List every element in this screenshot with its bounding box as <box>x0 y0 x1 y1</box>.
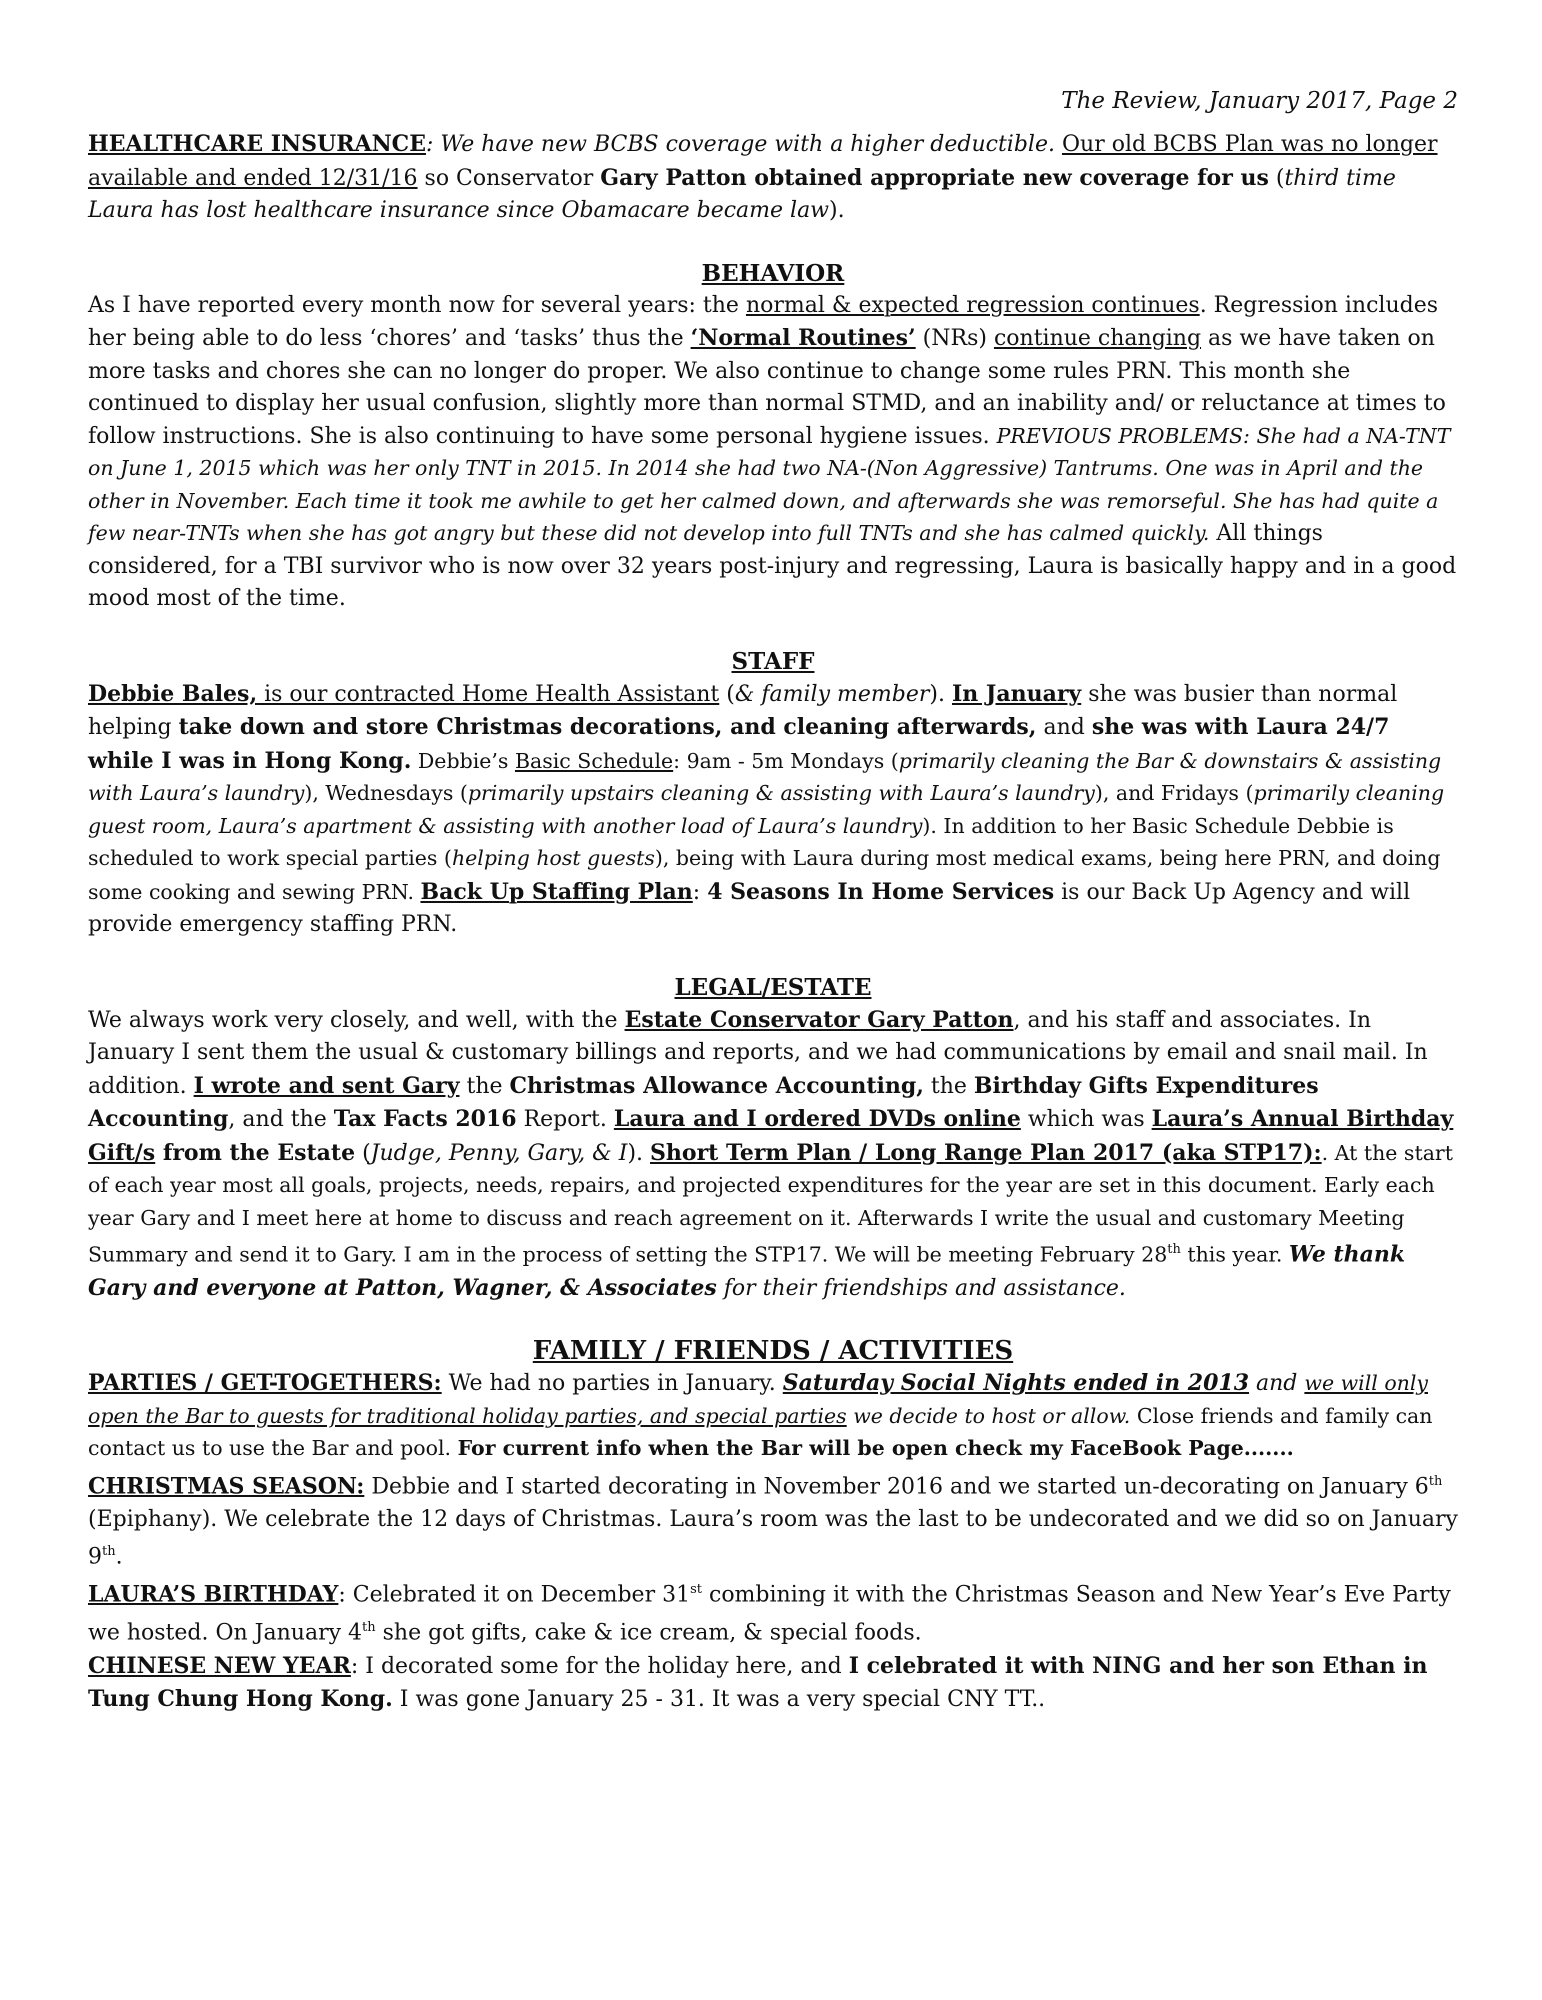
legal-text-10: Tax Facts 2016 <box>333 1106 517 1132</box>
behavior-previous-problems: PREVIOUS PROBLEMS: She had a NA-TNT on June 1, 2015 which was her only TNT in 2015. In 2014 she had two NA-(Non Aggressive) Tantrums. One was in April and the other in November. Each time it took me awhile to get her calmed down, and afterwards she was remorseful. She has had quite a few near-TNTs when she has got angry but these did not develop into full TNTs and she has calmed quickly. <box>88 423 1451 545</box>
staff-text-20: helping host guests <box>451 846 655 870</box>
legal-paragraph <box>88 1004 1458 1306</box>
staff-text-19: ). In addition to her Basic Schedule Debbie is scheduled to work special parties ( <box>88 813 1394 870</box>
christmas-text-2: th <box>1428 1473 1443 1489</box>
birthday-paragraph <box>88 1574 1458 1650</box>
healthcare-text-6: third time Laura has lost healthcare insurance since Obamacare became law <box>88 165 1396 223</box>
healthcare-text-3: so Conservator <box>417 165 601 191</box>
legal-text-13: which was <box>1020 1107 1152 1132</box>
staff-text-18: primarily cleaning guest room, Laura’s apartment & assisting with another load of Laura’s laundry <box>88 781 1445 838</box>
healthcare-text-7: ). <box>829 198 845 223</box>
healthcare-text-2: Our old BCBS Plan was no longer available and ended 12/31/16 <box>88 132 1438 191</box>
birthday-text-1: : Celebrated it on December 31 <box>338 1582 691 1608</box>
legal-text-9: , and the <box>228 1107 334 1132</box>
parties-heading: PARTIES / GET-TOGETHERS: <box>88 1370 442 1397</box>
family-title: FAMILY / FRIENDS / ACTIVITIES <box>532 1336 1014 1367</box>
staff-paragraph <box>88 678 1458 942</box>
behavior-text-3: . Regression includes her being able to do less ‘chores’ and ‘tasks’ thus the <box>88 292 1439 351</box>
behavior-text-6: continue changing <box>993 326 1202 351</box>
staff-text-12: Basic Schedule <box>514 748 674 773</box>
cny-text-1: : I decorated some for the holiday here, and <box>350 1653 849 1679</box>
legal-text-8: Birthday Gifts Expenditures Accounting <box>88 1072 1319 1132</box>
healthcare-paragraph <box>88 128 1458 228</box>
legal-text-7: the <box>923 1073 974 1099</box>
staff-text-1: Debbie Bales, <box>88 680 258 707</box>
staff-text-6: In January <box>951 680 1082 707</box>
staff-text-8: take down and store Christmas decorations, and cleaning afterwards, <box>178 714 1037 740</box>
legal-text-21: th <box>1167 1242 1181 1257</box>
legal-text-22: this year. <box>1180 1242 1289 1267</box>
behavior-title: BEHAVIOR <box>701 259 845 287</box>
behavior-text-5: (NRs) <box>915 326 994 351</box>
behavior-text-4: ‘Normal Routines’ <box>690 325 916 351</box>
healthcare-text-4: Gary Patton obtained appropriate new coverage for us <box>600 164 1269 191</box>
legal-text-12: Laura and I ordered DVDs online <box>613 1106 1021 1132</box>
legal-text-20: . At the start of each year most all goals, projects, needs, repairs, and projected expenditures for the year are set in this document. Early each year Gary and I meet here at home to discuss and reach agreement on it. Afterwards I write the usual and customary Meeting Summary and send it to Gary. I am in the process of setting the STP17. We will be meeting February 28 <box>88 1140 1453 1267</box>
staff-text-14: primarily cleaning the Bar & downstairs & assisting with Laura’s laundry <box>88 748 1442 805</box>
cny-text-2: I celebrated it with NING and her son Ethan in Tung Chung Hong Kong. <box>88 1652 1428 1713</box>
parties-text-1: We had no parties in January. <box>441 1371 783 1397</box>
behavior-text-9: All things considered, for a TBI survivor who is now over 32 years post-injury and regressing, Laura is basically happy and in a good mood most of the time. <box>88 521 1457 611</box>
staff-text-16: primarily upstairs cleaning & assisting with Laura’s laundry <box>467 781 1095 805</box>
parties-text-5: we decide to host or allow. <box>846 1403 1131 1428</box>
birthday-heading: LAURA’S BIRTHDAY <box>88 1581 339 1608</box>
christmas-heading: CHRISTMAS SEASON: <box>88 1473 365 1500</box>
legal-text-23: We thank Gary and everyone at Patton, Wagner, & Associates <box>88 1241 1406 1301</box>
birthday-text-3: combining it with the Christmas Season and New Year’s Eve Party we hosted. On January 4 <box>88 1582 1451 1646</box>
cny-heading: CHINESE NEW YEAR <box>88 1652 351 1679</box>
birthday-text-2: st <box>690 1581 702 1597</box>
christmas-text-5: . <box>115 1544 123 1570</box>
legal-text-1: We always work very closely, and well, with the <box>88 1007 625 1033</box>
staff-text-9: and <box>1036 715 1092 740</box>
legal-text-24: for their friendships and assistance. <box>716 1275 1126 1301</box>
legal-text-16: ( <box>355 1140 371 1166</box>
parties-text-6: Close friends and family can contact us to use the Bar and pool. <box>88 1403 1433 1461</box>
behavior-paragraph <box>88 290 1458 616</box>
staff-text-17: ), and Fridays ( <box>1094 781 1254 805</box>
birthday-text-5: she got gifts, cake & ice cream, & special foods. <box>375 1620 922 1646</box>
staff-text-15: ), Wednesdays ( <box>304 781 468 805</box>
staff-text-4: & family member <box>734 681 930 707</box>
staff-text-23: : <box>692 879 708 905</box>
staff-text-21: ), being with Laura during most medical exams, being here PRN, and doing some cooking and sewing PRN. <box>88 846 1441 904</box>
behavior-text-1: As I have reported every month now for several years: the <box>88 292 746 318</box>
legal-text-5: the <box>459 1073 510 1099</box>
healthcare-text-5: ( <box>1268 165 1285 191</box>
parties-text-3: and <box>1249 1371 1305 1397</box>
healthcare-heading: HEALTHCARE INSURANCE <box>88 131 426 157</box>
staff-text-5: ). <box>929 681 952 707</box>
legal-text-17: Judge, Penny, Gary, & I <box>370 1140 628 1166</box>
staff-text-10: she was with Laura 24/7 while I was in Hong Kong. <box>88 714 1390 774</box>
legal-text-11: Report. <box>516 1107 614 1132</box>
behavior-text-7: as we have taken on more tasks and chores she can no longer do proper. We also continue to change some rules PRN. This month she continued to display her usual confusion, slightly more than normal STMD, and an inability and/ or reluctance at times to follow instructions. She is also continuing to have some personal hygiene issues. <box>88 326 1446 449</box>
legal-text-6: Christmas Allowance Accounting, <box>509 1072 924 1099</box>
staff-text-3: ( <box>719 681 735 707</box>
legal-text-18: ). <box>627 1140 651 1166</box>
staff-text-11: Debbie’s <box>411 748 515 773</box>
legal-text-15: from the Estate <box>155 1139 356 1166</box>
staff-text-25: is our Back Up Agency and will provide emergency staffing PRN. <box>88 879 1411 937</box>
legal-text-2: Estate Conservator Gary Patton <box>624 1006 1014 1033</box>
healthcare-text-1: : We have new BCBS coverage with a higher deductible. <box>425 132 1062 157</box>
cny-text-3: I was gone January 25 - 31. It was a very special CNY TT.. <box>392 1687 1046 1713</box>
christmas-text-4: th <box>102 1544 116 1560</box>
legal-text-3: , and his staff and associates. In January I sent them the usual & customary billings and reports, and we had communications by email and snail mail. In addition. <box>88 1007 1428 1099</box>
behavior-text-2: normal & expected regression continues <box>745 292 1200 318</box>
legal-text-14: Laura’s Annual Birthday Gift/s <box>88 1106 1454 1166</box>
birthday-text-4: th <box>362 1619 376 1635</box>
page-header: The Review, January 2017, Page 2 <box>1061 88 1458 114</box>
parties-text-4: we will only open the Bar to guests for traditional holiday parties, and special parties <box>88 1371 1429 1428</box>
parties-text-7: For current info when the Bar will be open check my FaceBook Page....... <box>457 1436 1294 1461</box>
staff-text-2: is our contracted Home Health Assistant <box>257 681 720 707</box>
christmas-text-3: (Epiphany). We celebrate the 12 days of Christmas. Laura’s room was the last to be undecorated and we did so on January 9 <box>88 1506 1458 1570</box>
cny-paragraph <box>88 1650 1458 1717</box>
staff-text-22: Back Up Staffing Plan <box>420 878 693 905</box>
legal-text-19: Short Term Plan / Long Range Plan 2017 (aka STP17): <box>650 1139 1322 1166</box>
parties-paragraph <box>88 1367 1458 1466</box>
legal-title: LEGAL/ESTATE <box>674 973 872 1001</box>
staff-text-24: 4 Seasons In Home Services <box>707 878 1055 905</box>
parties-text-2: Saturday Social Nights ended in 2013 <box>782 1370 1250 1397</box>
staff-title: STAFF <box>731 647 815 675</box>
christmas-text-1: Debbie and I started decorating in November 2016 and we started un-decorating on January 6 <box>364 1474 1429 1500</box>
christmas-paragraph <box>88 1466 1458 1574</box>
page <box>88 88 1458 1717</box>
staff-text-13: : 9am - 5m Mondays ( <box>673 748 899 773</box>
legal-text-4: I wrote and sent Gary <box>193 1072 460 1099</box>
staff-text-7: she was busier than normal helping <box>88 681 1398 740</box>
